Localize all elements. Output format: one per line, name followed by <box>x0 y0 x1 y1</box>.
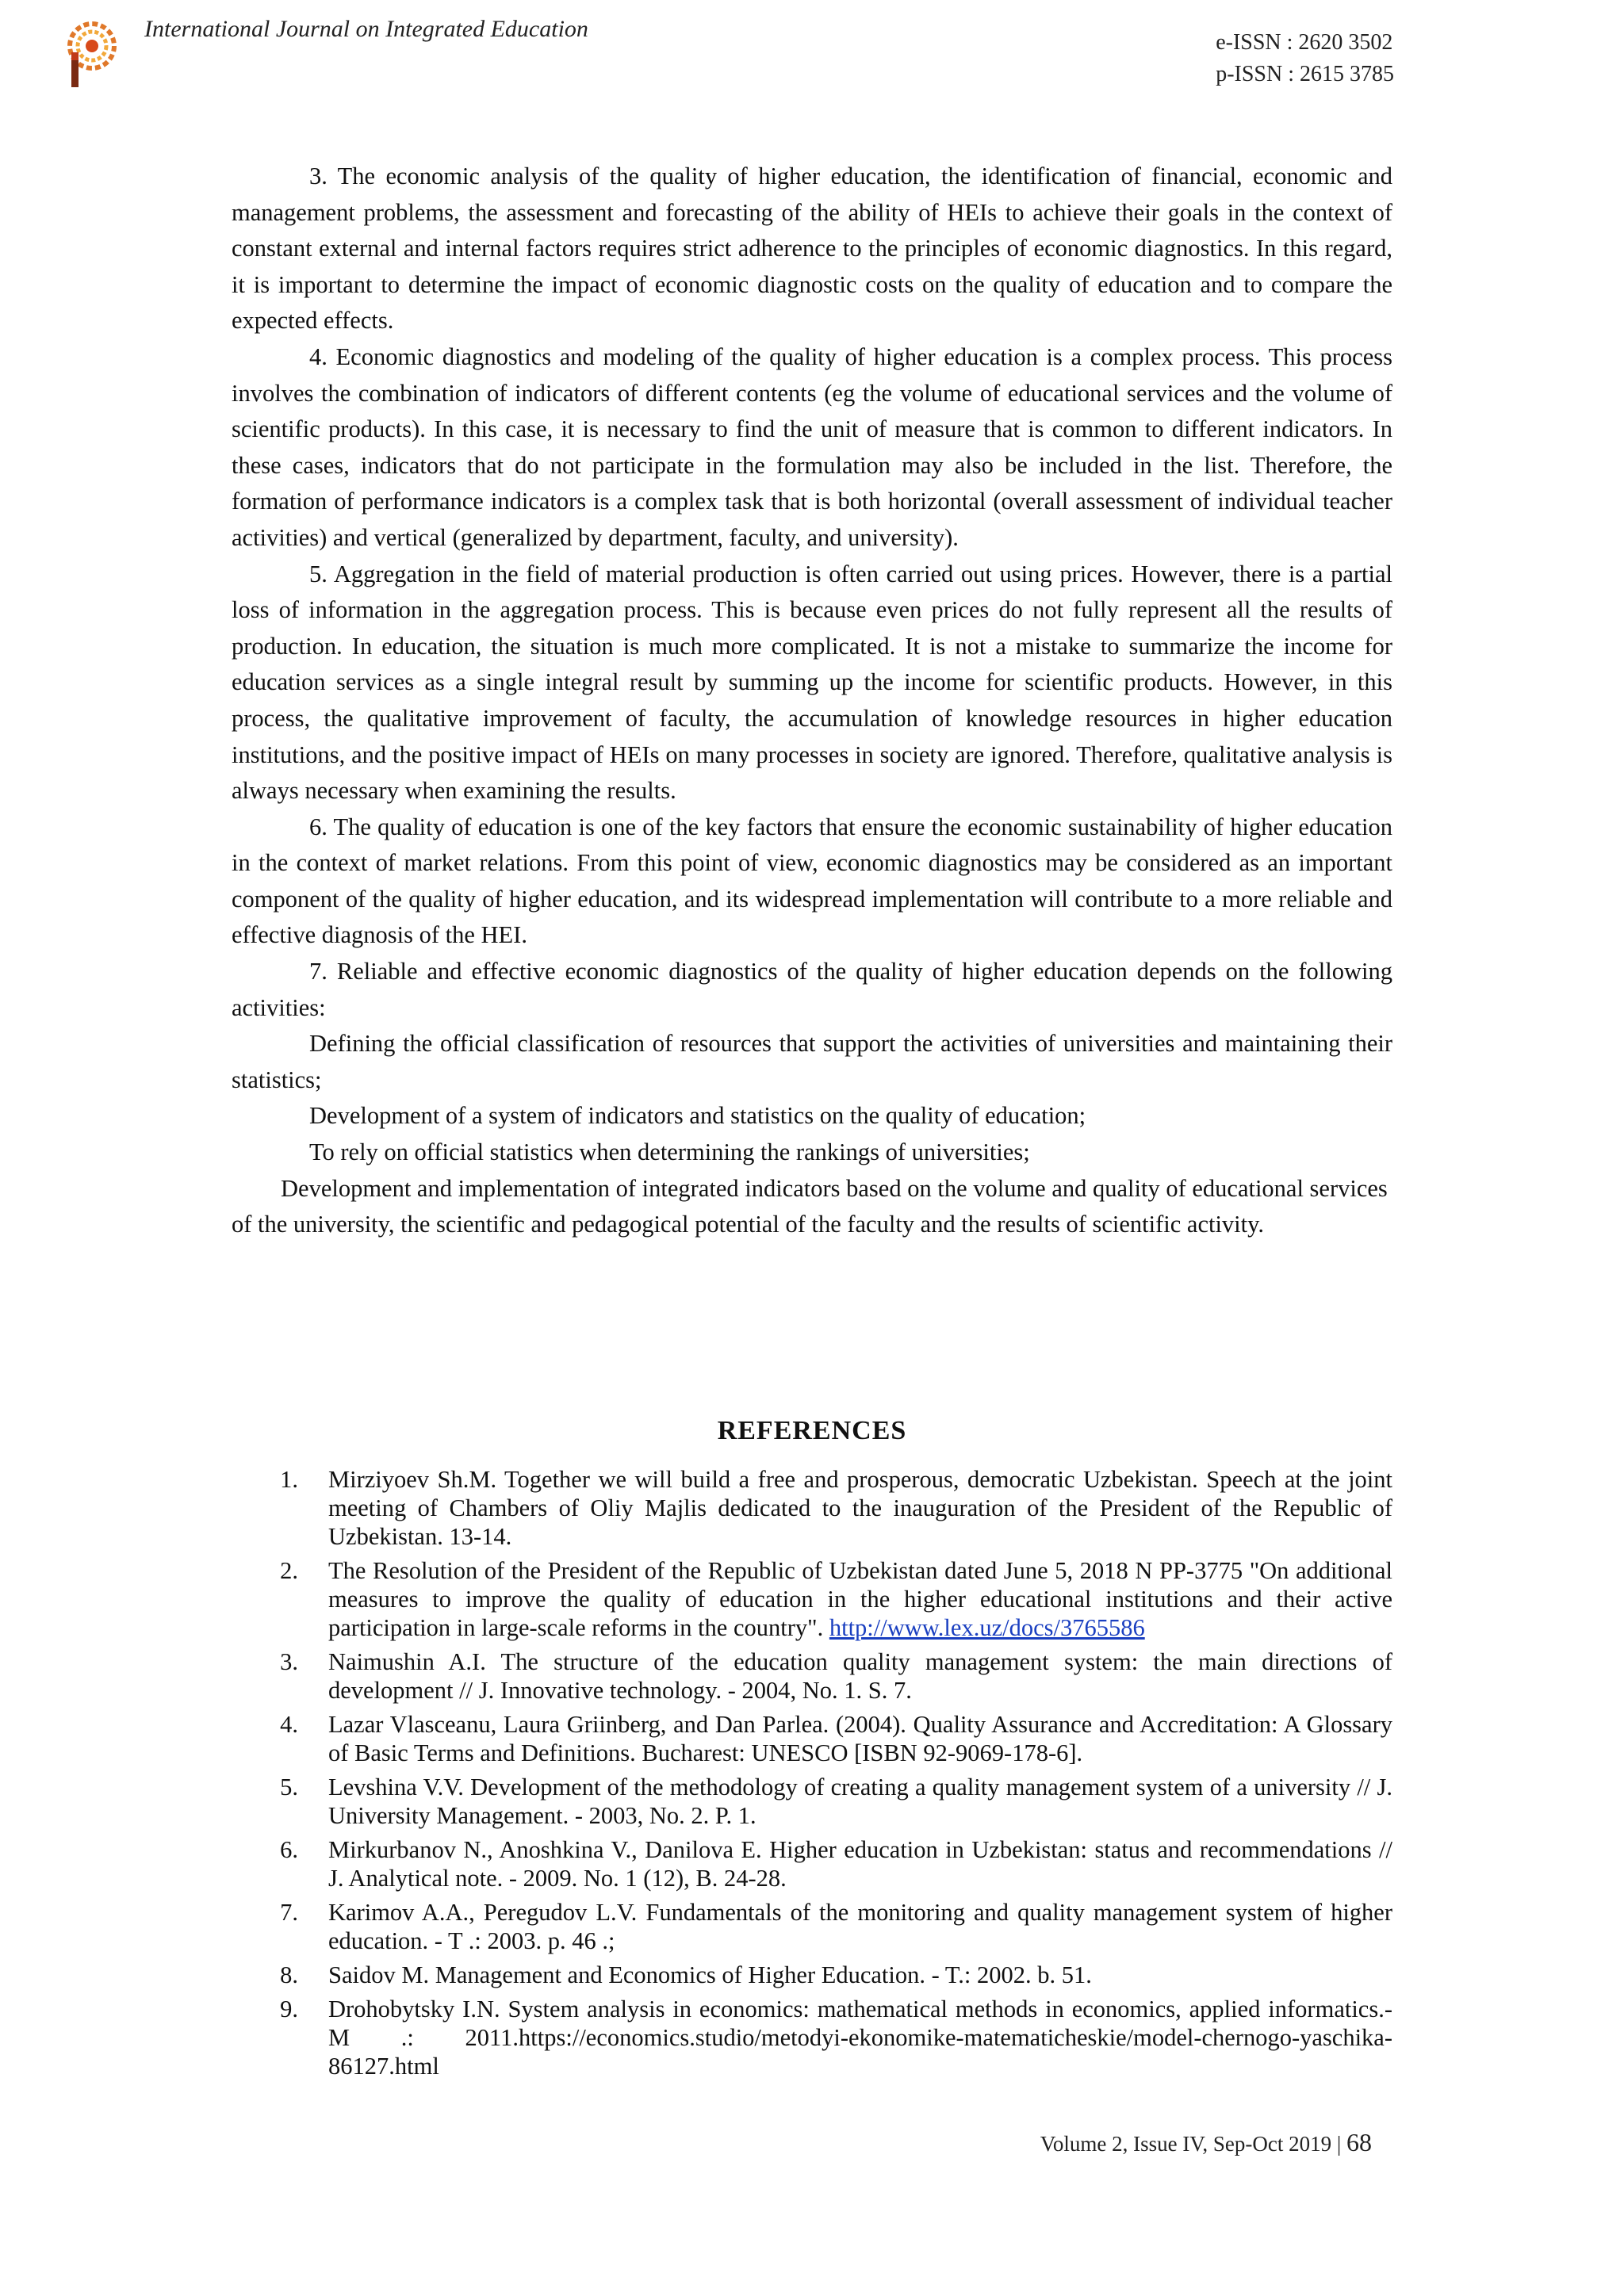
reference-item <box>232 1961 1392 1989</box>
reference-number: 1. <box>280 1466 298 1493</box>
reference-text: Saidov M. Management and Economics of Higher Education. - T.: 2002. b. 51. <box>328 1961 1092 1988</box>
reference-number: 2. <box>280 1557 298 1584</box>
eissn: e-ISSN : 2620 3502 <box>1216 30 1393 55</box>
reference-item <box>232 1710 1392 1767</box>
reference-link[interactable]: http://www.lex.uz/docs/3765586 <box>829 1614 1145 1641</box>
page-footer <box>1040 2128 1372 2157</box>
activity-item: Development and implementation of integrated indicators based on the volume and quality of educational services of the university, the scientific and pedagogical potential of the faculty and the results of scientific activity. <box>232 1174 1388 1238</box>
reference-item <box>232 1898 1392 1955</box>
reference-text: Naimushin A.I. The structure of the education quality management system: the main directions of development // J. Innovative technology. - 2004, No. 1. S. 7. <box>328 1648 1392 1704</box>
reference-number: 9. <box>280 1996 298 2022</box>
reference-text: Mirziyoev Sh.M. Together we will build a free and prosperous, democratic Uzbekistan. Speech at the joint meeting of Chambers of Oliy Majlis dedicated to the inauguration of the President of the Republic of Uzbekistan. 13-14. <box>328 1466 1392 1550</box>
paragraph-7: 7. Reliable and effective economic diagnostics of the quality of higher education depends on the following activities: <box>232 958 1392 1021</box>
reference-number: 6. <box>280 1836 298 1863</box>
paragraph-6: 6. The quality of education is one of the key factors that ensure the economic sustainability of higher education in the context of market relations. From this point of view, economic diagnostics may be considered as an important component of the quality of higher education, and its widespread implementation will contribute to a more reliable and effective diagnosis of the HEI. <box>232 813 1392 949</box>
article-body <box>232 159 1392 1243</box>
reference-item <box>232 1647 1392 1705</box>
reference-item <box>232 1773 1392 1830</box>
reference-number: 5. <box>280 1774 298 1800</box>
reference-text: Levshina V.V. Development of the methodology of creating a quality management system of a university // J. University Management. - 2003, No. 2. P. 1. <box>328 1774 1392 1829</box>
issn-block <box>1216 27 1394 90</box>
journal-name: International Journal on Integrated Education <box>144 16 588 42</box>
reference-number: 7. <box>280 1899 298 1926</box>
reference-text: Karimov A.A., Peregudov L.V. Fundamentals of the monitoring and quality management system of higher education. - T .: 2003. p. 46 .; <box>328 1899 1392 1954</box>
paragraph-5: 5. Aggregation in the field of material production is often carried out using prices. However, there is a partial loss of information in the aggregation process. This is because even prices do not fully represent all the results of production. In education, the situation is much more complicated. It is not a mistake to summarize the income for education services as a single integral result by summing up the income for scientific products. However, in this process, the qualitative improvement of faculty, the accumulation of knowledge resources in higher education institutions, and the positive impact of HEIs on many processes in society are ignored. Therefore, qualitative analysis is always necessary when examining the results. <box>232 560 1392 805</box>
reference-item <box>232 1465 1392 1551</box>
reference-number: 3. <box>280 1648 298 1675</box>
reference-text: The Resolution of the President of the Republic of Uzbekistan dated June 5, 2018 N PP-3775 "On additional measures to improve the quality of education in the higher educational institutions and their active participation in large-scale reforms in the country". <box>328 1557 1392 1641</box>
reference-text: Drohobytsky I.N. System analysis in economics: mathematical methods in economics, applied informatics.-M .: 2011.https://economics.studio/metodyi-ekonomike-matematicheskie/model-chernogo-yaschika-86127.html <box>328 1996 1392 2080</box>
pissn: p-ISSN : 2615 3785 <box>1216 62 1394 86</box>
reference-number: 8. <box>280 1961 298 1988</box>
page-number: 68 <box>1346 2128 1372 2156</box>
reference-text-wrapper <box>328 1556 1392 1642</box>
reference-number: 4. <box>280 1711 298 1738</box>
reference-item <box>232 1556 1392 1642</box>
activity-item: Defining the official classification of resources that support the activities of universities and maintaining their statistics; <box>232 1030 1392 1093</box>
activity-item: To rely on official statistics when determining the rankings of universities; <box>309 1138 1030 1166</box>
volume-info: Volume 2, Issue IV, Sep-Oct 2019 | <box>1040 2132 1342 2156</box>
reference-item <box>232 1995 1392 2080</box>
journal-logo-icon <box>65 21 121 89</box>
reference-text: Mirkurbanov N., Anoshkina V., Danilova E. Higher education in Uzbekistan: status and recommendations // J. Analytical note. - 2009. No. 1 (12), B. 24-28. <box>328 1836 1392 1892</box>
references-list <box>232 1465 1392 2086</box>
references-heading: REFERENCES <box>717 1416 907 1445</box>
reference-item <box>232 1835 1392 1892</box>
activity-item: Development of a system of indicators and statistics on the quality of education; <box>309 1102 1086 1130</box>
reference-text: Lazar Vlasceanu, Laura Griinberg, and Dan Parlea. (2004). Quality Assurance and Accreditation: A Glossary of Basic Terms and Definitions. Bucharest: UNESCO [ISBN 92-9069-178-6]. <box>328 1711 1392 1766</box>
paragraph-4: 4. Economic diagnostics and modeling of the quality of higher education is a complex process. This process involves the combination of indicators of different contents (eg the volume of educational services and the volume of scientific products). In this case, it is necessary to find the unit of measure that is common to different indicators. In these cases, indicators that do not participate in the formulation may also be included in the list. Therefore, the formation of performance indicators is a complex task that is both horizontal (overall assessment of individual teacher activities) and vertical (generalized by department, faculty, and university). <box>232 342 1392 551</box>
paragraph-3: 3. The economic analysis of the quality of higher education, the identification of financial, economic and management problems, the assessment and forecasting of the ability of HEIs to achieve their goals in the context of constant external and internal factors requires strict adherence to the principles of economic diagnostics. In this regard, it is important to determine the impact of economic diagnostic costs on the quality of education and to compare the expected effects. <box>232 163 1392 335</box>
